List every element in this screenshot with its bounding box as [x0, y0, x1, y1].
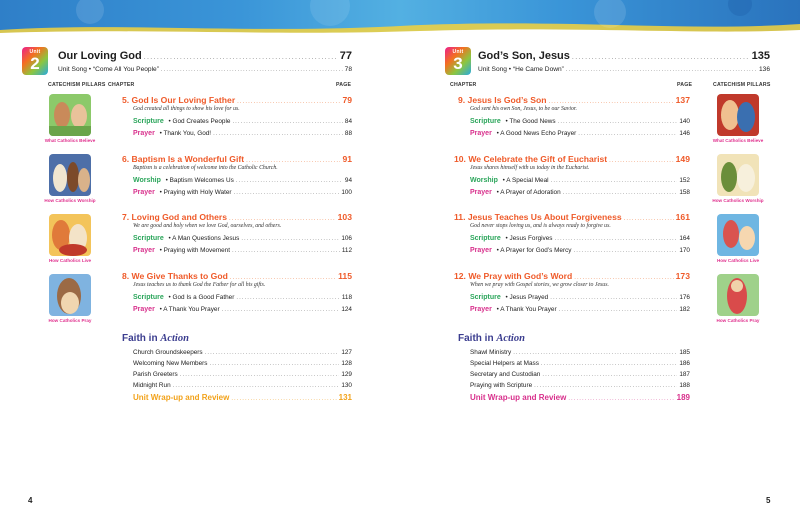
- left-page: [0, 44, 400, 519]
- unit-song: Unit Song • “Come All You People”: [58, 66, 159, 73]
- pillar-label-pray: How Catholics Pray: [48, 318, 92, 323]
- pillar-label-live: How Catholics Live: [716, 258, 760, 263]
- page-number: 4: [28, 496, 33, 505]
- lesson-page: 124: [341, 306, 352, 313]
- unit-badge: [22, 47, 48, 75]
- unit-badge-number: 2: [30, 54, 40, 73]
- item-title: Midnight Run: [133, 382, 171, 389]
- lesson-page: 170: [679, 247, 690, 254]
- leader-dots: [574, 248, 678, 254]
- col-header-page: PAGE: [677, 82, 693, 88]
- top-banner: [0, 0, 800, 36]
- pillar-image-live: [49, 214, 91, 256]
- unit-song-page: 136: [758, 66, 770, 73]
- faith-in-action-item[interactable]: [470, 360, 690, 367]
- lesson-page: 158: [679, 189, 690, 196]
- chapter-title: 5. God Is Our Loving Father: [122, 95, 236, 105]
- item-page: 127: [341, 349, 352, 356]
- lesson-entry[interactable]: [133, 118, 352, 125]
- leader-dots: [232, 248, 340, 254]
- lesson-keyword: Worship: [133, 177, 161, 184]
- chapter-entry[interactable]: [122, 271, 352, 281]
- lesson-title: • A Thank You Prayer: [157, 306, 220, 313]
- leader-dots: [549, 99, 674, 105]
- leader-dots: [246, 158, 340, 164]
- lesson-page: 140: [679, 118, 690, 125]
- leader-dots: [563, 190, 678, 196]
- chapter-title: 7. Loving God and Others: [122, 212, 228, 222]
- leader-dots: [551, 178, 678, 184]
- lesson-keyword: Scripture: [133, 118, 164, 125]
- chapter-title: 9. Jesus Is God’s Son: [458, 95, 547, 105]
- lesson-page: 152: [679, 177, 690, 184]
- faith-in-action-item[interactable]: [470, 371, 690, 378]
- lesson-page: 106: [341, 235, 352, 242]
- chapter-page: 161: [675, 212, 690, 222]
- faith-in-action-item[interactable]: [133, 360, 352, 367]
- right-page: [400, 44, 800, 519]
- leader-dots: [222, 307, 340, 313]
- chapter-description: God never stops loving us, and is always ready to forgive us.: [470, 223, 611, 229]
- chapter-title: 12. We Pray with God’s Word: [454, 271, 573, 281]
- col-header-page: PAGE: [336, 82, 352, 88]
- chapter-description: When we pray with Gospel stories, we grow closer to Jesus.: [470, 282, 609, 288]
- item-title: Praying with Scripture: [470, 382, 533, 389]
- item-page: 130: [341, 382, 352, 389]
- lesson-entry[interactable]: [133, 189, 352, 196]
- faith-in-action-item[interactable]: [470, 349, 690, 356]
- lesson-keyword: Scripture: [470, 118, 501, 125]
- faith-in-action-heading: [122, 333, 189, 344]
- lesson-page: 182: [679, 306, 690, 313]
- item-title: Church Groundskeepers: [133, 349, 203, 356]
- lesson-entry[interactable]: [133, 247, 352, 254]
- leader-dots: [236, 178, 343, 184]
- lesson-keyword: Prayer: [470, 189, 492, 196]
- faith-in-action-prefix: Faith in: [122, 333, 161, 344]
- chapter-title: 11. Jesus Teaches Us About Forgiveness: [454, 212, 622, 222]
- chapter-page: 115: [338, 271, 352, 281]
- faith-in-action-prefix: Faith in: [458, 333, 497, 344]
- item-title: Parish Greeters: [133, 371, 178, 378]
- leader-dots: [578, 131, 677, 137]
- lesson-title: • Thank You, God!: [157, 130, 212, 137]
- unit-song-row[interactable]: [58, 66, 352, 73]
- lesson-title: • Jesus Prayed: [503, 294, 549, 301]
- unit-page: 135: [751, 50, 770, 62]
- lesson-title: • Praying with Movement: [157, 247, 231, 254]
- leader-dots: [542, 372, 677, 378]
- lesson-keyword: Prayer: [470, 306, 492, 313]
- lesson-keyword: Scripture: [470, 235, 501, 242]
- lesson-title: • A Prayer of Adoration: [494, 189, 561, 196]
- lesson-title: • Baptism Welcomes Us: [163, 177, 234, 184]
- unit-badge-number: 3: [453, 54, 463, 73]
- leader-dots: [541, 361, 677, 367]
- leader-dots: [209, 361, 339, 367]
- leader-dots: [559, 307, 678, 313]
- leader-dots: [568, 396, 674, 402]
- col-header-pillars: CATECHISM PILLARS: [48, 82, 106, 88]
- pillar-image-pray: [717, 274, 759, 316]
- page-number: 5: [766, 496, 771, 505]
- leader-dots: [555, 236, 678, 242]
- lesson-page: 146: [679, 130, 690, 137]
- leader-dots: [232, 119, 342, 125]
- faith-in-action-emph: Action: [160, 333, 189, 344]
- chapter-entry[interactable]: [454, 212, 690, 222]
- lesson-title: • A Good News Echo Prayer: [494, 130, 577, 137]
- leader-dots: [566, 67, 757, 73]
- item-title: Secretary and Custodian: [470, 371, 541, 378]
- lesson-entry[interactable]: [470, 118, 690, 125]
- lesson-keyword: Prayer: [470, 130, 492, 137]
- lesson-page: 84: [344, 118, 352, 125]
- chapter-page: 149: [675, 154, 690, 164]
- lesson-title: • The Good News: [503, 118, 556, 125]
- lesson-entry[interactable]: [470, 189, 690, 196]
- unit-title-row[interactable]: [58, 50, 352, 62]
- leader-dots: [572, 54, 750, 61]
- leader-dots: [144, 54, 338, 61]
- chapter-description: We are good and holy when we love God, ourselves, and others.: [133, 223, 282, 229]
- pillar-image-worship: [49, 154, 91, 196]
- lesson-keyword: Prayer: [470, 247, 492, 254]
- lesson-title: • A Thank You Prayer: [494, 306, 557, 313]
- unit-title: God’s Son, Jesus: [478, 50, 570, 62]
- lesson-title: • God Creates People: [166, 118, 231, 125]
- faith-in-action-item[interactable]: [133, 371, 352, 378]
- unit-badge: [445, 47, 471, 75]
- item-page: 129: [341, 371, 352, 378]
- wrap-up-title: Unit Wrap-up and Review: [133, 393, 230, 402]
- leader-dots: [231, 396, 336, 402]
- pillar-image-worship: [717, 154, 759, 196]
- lesson-page: 100: [341, 189, 352, 196]
- unit-song-row[interactable]: [478, 66, 770, 73]
- pillar-label-pray: How Catholics Pray: [716, 318, 760, 323]
- lesson-keyword: Prayer: [133, 306, 155, 313]
- wrap-up-page: 131: [338, 393, 352, 402]
- leader-dots: [205, 350, 340, 356]
- leader-dots: [229, 216, 336, 222]
- leader-dots: [237, 99, 340, 105]
- unit-badge-label: Unit: [29, 49, 41, 55]
- lesson-title: • God Is a Good Father: [166, 294, 235, 301]
- leader-dots: [624, 216, 674, 222]
- unit-song-page: 78: [344, 66, 352, 73]
- unit-badge-label: Unit: [452, 49, 464, 55]
- chapter-title: 10. We Celebrate the Gift of Eucharist: [454, 154, 608, 164]
- item-title: Welcoming New Members: [133, 360, 208, 367]
- unit-title-row[interactable]: [478, 50, 770, 62]
- chapter-entry[interactable]: [122, 212, 352, 222]
- item-page: 186: [679, 360, 690, 367]
- leader-dots: [513, 350, 677, 356]
- leader-dots: [173, 383, 340, 389]
- chapter-entry[interactable]: [122, 154, 352, 164]
- leader-dots: [213, 131, 343, 137]
- chapter-page: 79: [342, 95, 352, 105]
- chapter-description: Baptism is a celebration of welcome into the Catholic Church.: [133, 165, 278, 171]
- chapter-entry[interactable]: [458, 95, 690, 105]
- lesson-keyword: Worship: [470, 177, 498, 184]
- wrap-up-title: Unit Wrap-up and Review: [470, 393, 567, 402]
- unit-wrap-up[interactable]: [470, 393, 690, 402]
- pillar-image-pray: [49, 274, 91, 316]
- item-title: Shawl Ministry: [470, 349, 512, 356]
- item-page: 188: [679, 382, 690, 389]
- lesson-title: • Praying with Holy Water: [157, 189, 232, 196]
- leader-dots: [550, 295, 677, 301]
- lesson-page: 88: [344, 130, 352, 137]
- pillar-label-believe: What Catholics Believe: [44, 138, 96, 143]
- chapter-description: God created all things to show his love for us.: [133, 106, 240, 112]
- col-header-chapter: CHAPTER: [450, 82, 477, 88]
- lesson-page: 176: [679, 294, 690, 301]
- leader-dots: [609, 158, 674, 164]
- lesson-entry[interactable]: [133, 306, 352, 313]
- lesson-entry[interactable]: [470, 235, 690, 242]
- faith-in-action-item[interactable]: [470, 382, 690, 389]
- lesson-keyword: Prayer: [133, 189, 155, 196]
- lesson-title: • A Special Meal: [500, 177, 549, 184]
- lesson-entry[interactable]: [470, 306, 690, 313]
- item-page: 187: [679, 371, 690, 378]
- lesson-entry[interactable]: [470, 294, 690, 301]
- chapter-page: 91: [342, 154, 352, 164]
- unit-title: Our Loving God: [58, 50, 142, 62]
- col-header-chapter: CHAPTER: [108, 82, 135, 88]
- lesson-entry[interactable]: [470, 130, 690, 137]
- lesson-keyword: Prayer: [133, 247, 155, 254]
- lesson-entry[interactable]: [470, 247, 690, 254]
- lesson-page: 118: [341, 294, 352, 301]
- item-page: 128: [341, 360, 352, 367]
- chapter-title: 8. We Give Thanks to God: [122, 271, 228, 281]
- pillar-image-believe: [717, 94, 759, 136]
- chapter-page: 103: [337, 212, 352, 222]
- pillar-image-believe: [49, 94, 91, 136]
- leader-dots: [161, 67, 343, 73]
- unit-page: 77: [339, 50, 352, 62]
- chapter-page: 137: [675, 95, 690, 105]
- pillar-label-live: How Catholics Live: [48, 258, 92, 263]
- leader-dots: [236, 295, 339, 301]
- lesson-page: 164: [679, 235, 690, 242]
- chapter-entry[interactable]: [454, 154, 690, 164]
- leader-dots: [234, 190, 340, 196]
- item-page: 185: [679, 349, 690, 356]
- leader-dots: [558, 119, 678, 125]
- leader-dots: [574, 275, 673, 281]
- lesson-keyword: Prayer: [133, 130, 155, 137]
- lesson-keyword: Scripture: [470, 294, 501, 301]
- pillar-label-worship: How Catholics Worship: [712, 198, 764, 203]
- chapter-title: 6. Baptism Is a Wonderful Gift: [122, 154, 245, 164]
- banner-art: [0, 0, 800, 36]
- lesson-page: 94: [344, 177, 352, 184]
- lesson-title: • A Man Questions Jesus: [166, 235, 240, 242]
- leader-dots: [534, 383, 677, 389]
- chapter-entry[interactable]: [454, 271, 690, 281]
- unit-song: Unit Song • “He Came Down”: [478, 66, 564, 73]
- lesson-entry[interactable]: [133, 235, 352, 242]
- lesson-keyword: Scripture: [133, 235, 164, 242]
- lesson-entry[interactable]: [133, 177, 352, 184]
- faith-in-action-item[interactable]: [133, 349, 352, 356]
- pillar-image-live: [717, 214, 759, 256]
- leader-dots: [230, 275, 336, 281]
- leader-dots: [241, 236, 339, 242]
- pillar-label-worship: How Catholics Worship: [44, 198, 96, 203]
- lesson-title: • Jesus Forgives: [503, 235, 553, 242]
- item-title: Special Helpers at Mass: [470, 360, 539, 367]
- lesson-keyword: Scripture: [133, 294, 164, 301]
- leader-dots: [180, 372, 340, 378]
- chapter-page: 173: [675, 271, 690, 281]
- faith-in-action-heading: [458, 333, 525, 344]
- unit-wrap-up[interactable]: [133, 393, 352, 402]
- pillar-label-believe: What Catholics Believe: [712, 138, 764, 143]
- lesson-title: • A Prayer for God’s Mercy: [494, 247, 572, 254]
- chapter-description: Jesus teaches us to thank God the Father for all his gifts.: [133, 282, 266, 288]
- wrap-up-page: 189: [676, 393, 690, 402]
- col-header-pillars: CATECHISM PILLARS: [713, 82, 771, 88]
- lesson-page: 112: [341, 247, 352, 254]
- chapter-description: God sent his own Son, Jesus, to be our Savior.: [470, 106, 577, 112]
- chapter-description: Jesus shares himself with us today in the Eucharist.: [470, 165, 590, 171]
- faith-in-action-item[interactable]: [133, 382, 352, 389]
- faith-in-action-emph: Action: [496, 333, 525, 344]
- lesson-entry[interactable]: [133, 130, 352, 137]
- lesson-entry[interactable]: [133, 294, 352, 301]
- lesson-entry[interactable]: [470, 177, 690, 184]
- chapter-entry[interactable]: [122, 95, 352, 105]
